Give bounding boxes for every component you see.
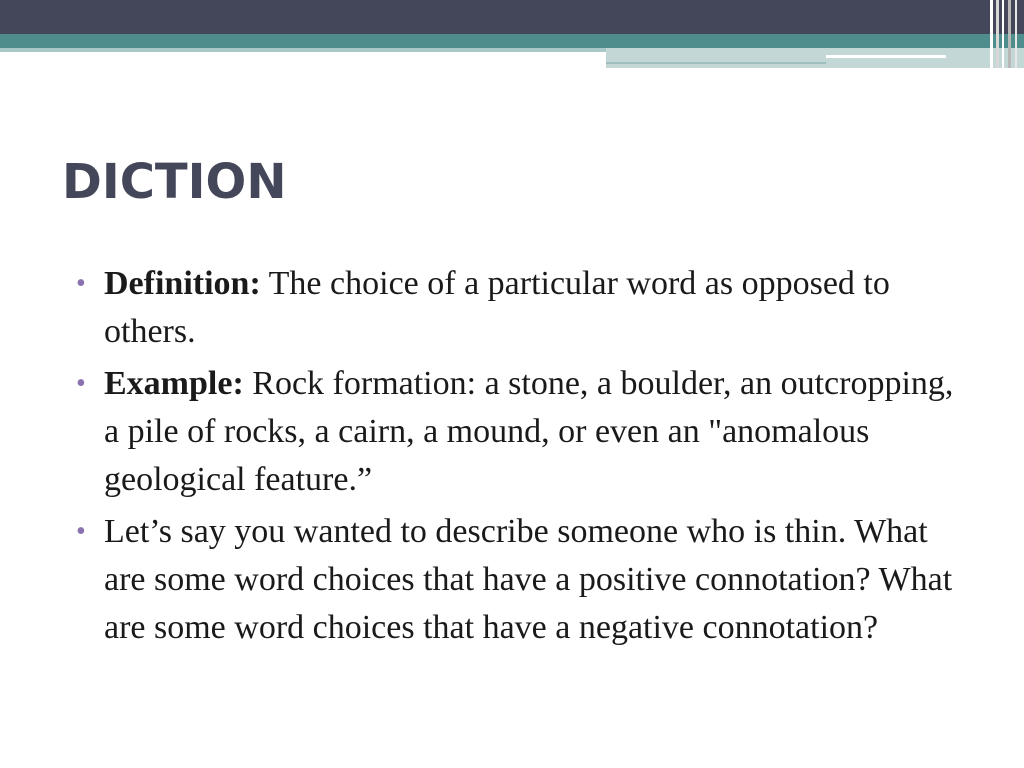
bullet-item-question xyxy=(76,508,976,652)
header-stripe xyxy=(990,0,993,68)
header-accent-line xyxy=(826,55,946,58)
bullet-label: Definition: xyxy=(104,265,261,302)
bullet-text: Rock formation: a stone, a boulder, an outcropping, a pile of rocks, a cairn, a mound, or even an "anomalous geological feature.” xyxy=(104,365,954,498)
header-teal-band xyxy=(0,34,1024,48)
header-stripe xyxy=(1002,0,1004,68)
header-dark-band xyxy=(0,0,1024,34)
bullet-icon: • xyxy=(76,516,86,547)
bullet-icon: • xyxy=(76,368,86,399)
header-stripe xyxy=(996,0,999,68)
bullet-text: The choice of a particular word as opposed to others. xyxy=(104,265,890,350)
header-thin-line xyxy=(606,62,826,64)
header-stripe xyxy=(1015,0,1017,68)
header-light-band-left xyxy=(0,48,606,52)
bullet-icon: • xyxy=(76,268,86,299)
bullet-item-definition xyxy=(76,260,976,356)
bullet-text: Let’s say you wanted to describe someone who is thin. What are some word choices that have a positive connotation? What are some word choices that have a negative connotation? xyxy=(104,513,953,646)
header-stripe xyxy=(1008,0,1011,68)
slide-title: DICTION xyxy=(62,154,287,210)
header-light-band-right xyxy=(606,48,1024,68)
bullet-list xyxy=(76,260,976,656)
bullet-label: Example: xyxy=(104,365,244,402)
bullet-item-example xyxy=(76,360,976,504)
